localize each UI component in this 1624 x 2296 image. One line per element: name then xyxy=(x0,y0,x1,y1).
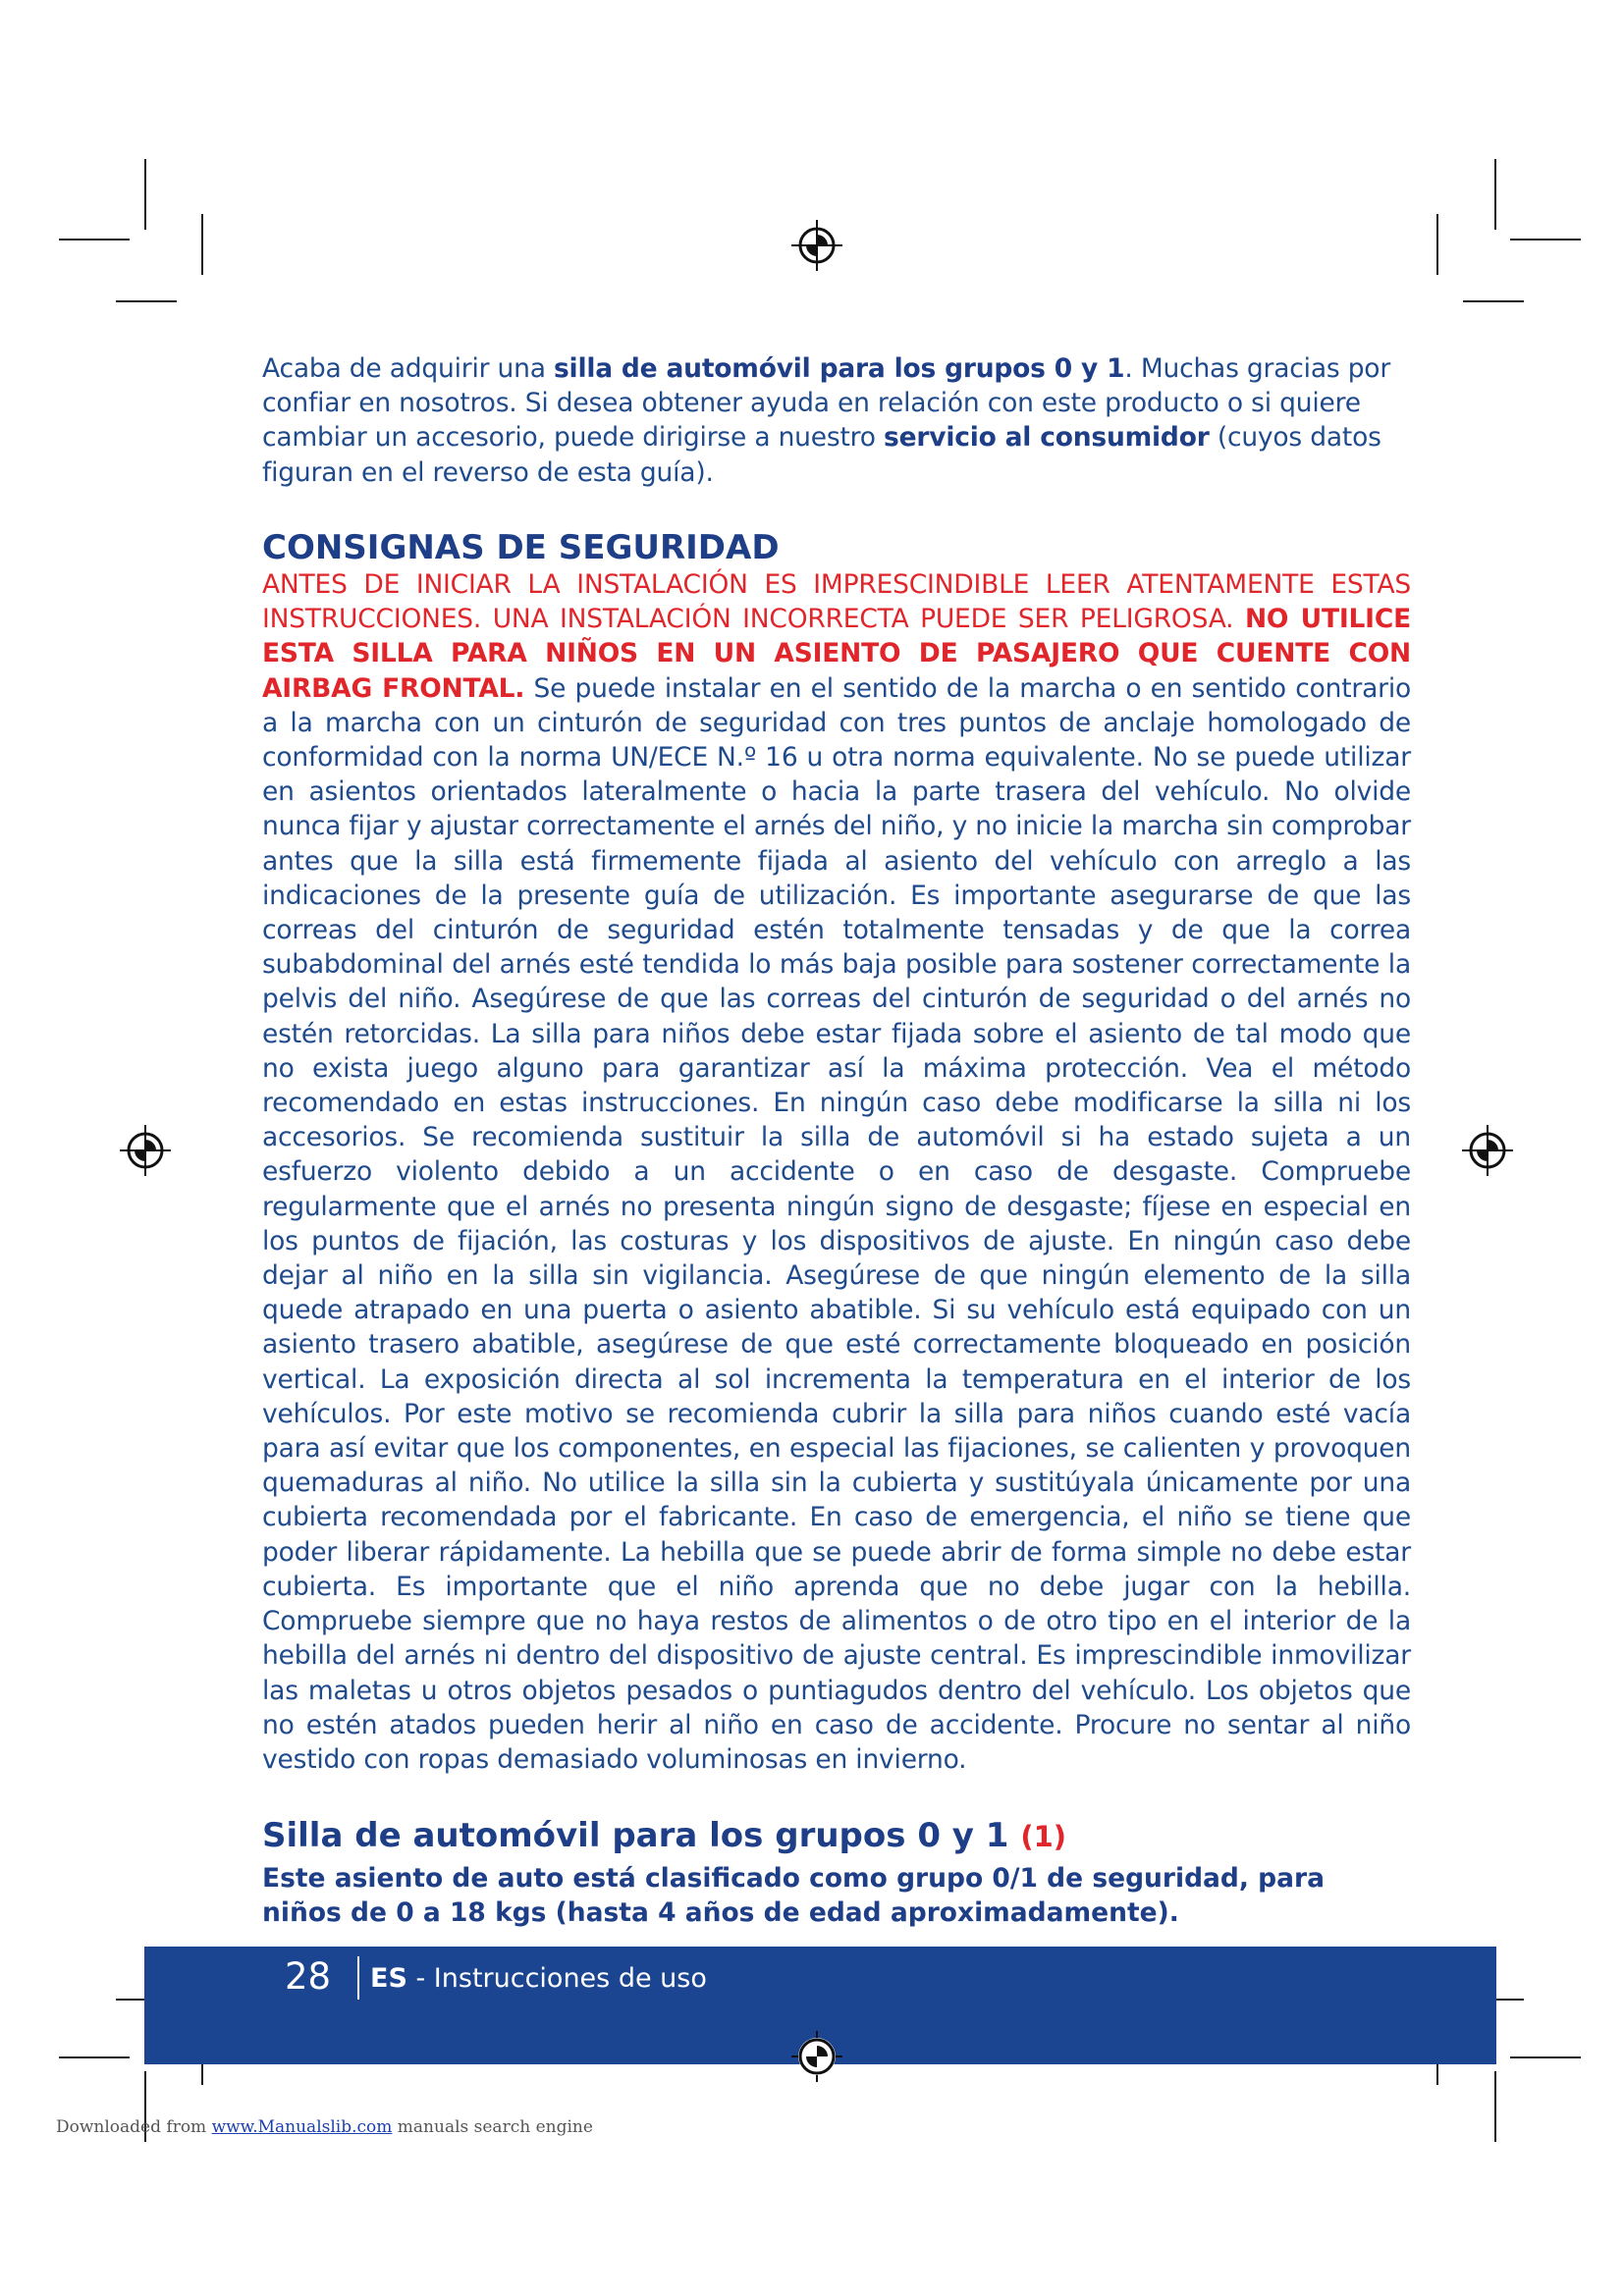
crop-mark xyxy=(1494,2071,1496,2142)
intro-text: . Muchas gracias por confiar en nosotros. Si desea obtener ayuda en relación con este producto o si quiere cambiar un accesorio, puede dirigirse a nuestro xyxy=(262,353,1391,454)
footer-divider xyxy=(357,1956,359,2000)
crop-mark xyxy=(1463,300,1524,302)
registration-mark-icon xyxy=(791,2031,842,2082)
footer-label xyxy=(370,1963,707,1994)
safety-heading: CONSIGNAS DE SEGURIDAD xyxy=(262,528,780,567)
figure-reference: (1) xyxy=(1020,1820,1066,1853)
product-name: silla de automóvil para los grupos 0 y 1 xyxy=(553,353,1125,384)
safety-paragraph xyxy=(262,567,1411,1777)
crop-mark xyxy=(1436,214,1438,275)
consumer-service: servicio al consumidor xyxy=(884,422,1210,454)
airbag-warning: NO UTILICE ESTA SILLA PARA NIÑOS EN UN ASIENTO DE PASAJERO QUE CUENTE CON AIRBAG FRONTAL. xyxy=(262,604,1411,704)
registration-mark-icon xyxy=(1462,1125,1513,1176)
crop-mark xyxy=(59,2056,130,2058)
download-prefix: Downloaded from xyxy=(56,2117,212,2137)
section-heading xyxy=(262,1816,1066,1855)
manualslib-link[interactable]: www.Manualslib.com xyxy=(211,2117,393,2137)
crop-mark xyxy=(144,159,146,230)
crop-mark xyxy=(1494,159,1496,230)
crop-mark xyxy=(201,214,203,275)
registration-mark-icon xyxy=(120,1125,171,1176)
section-subtitle: Este asiento de auto está clasificado como grupo 0/1 de seguridad, para niños de 0 a 18 kgs (hasta 4 años de edad aproximadamente). xyxy=(262,1863,1325,1928)
intro-text: (cuyos datos figuran en el reverso de esta guía). xyxy=(262,422,1381,488)
crop-mark xyxy=(59,239,130,240)
registration-mark-icon xyxy=(791,220,842,271)
section-title: Silla de automóvil para los grupos 0 y 1 xyxy=(262,1816,1021,1855)
crop-mark xyxy=(116,300,177,302)
intro-text: Acaba de adquirir una xyxy=(262,353,554,384)
download-notice xyxy=(56,2117,593,2137)
intro-paragraph xyxy=(262,351,1411,490)
footer-title: - Instrucciones de uso xyxy=(406,1963,707,1994)
page-number: 28 xyxy=(285,1955,332,1998)
safety-body: Se puede instalar en el sentido de la marcha o en sentido contrario a la marcha con un cinturón de seguridad con tres puntos de anclaje homologado de conformidad con la norma UN/ECE N.º 16 u otra norma equivalente. No se puede utilizar en asientos orientados lateralmente o hacia la parte trasera del vehículo. No olvide nunca fijar y ajustar correctamente el arnés del niño, y no inicie la marcha sin comprobar antes que la silla está firmemente fijada al asiento del vehículo con arreglo a las indicaciones de la presente guía de utilización. Es importante asegurarse de que las correas del cinturón de seguridad estén totalmente tensadas y de que la correa subabdominal del arnés esté tendida lo más baja posible para sostener correctamente la pelvis del niño. Asegúrese de que las correas del cinturón de seguridad o del arnés no estén retorcidas. La silla para niños debe estar fijada sobre el asiento de tal modo que no exista juego alguno para garantizar así la máxima protección. Vea el método recomendado en estas instrucciones. En ningún caso debe modificarse la silla ni los accesorios. Se recomienda sustituir la silla de automóvil si ha estado sujeta a un esfuerzo violento debido a un accidente o en caso de desgaste. Compruebe regularmente que el arnés no presenta ningún signo de desgaste; fíjese en especial en los puntos de fijación, las costuras y los dispositivos de ajuste. En ningún caso debe dejar al niño en la silla sin vigilancia. Asegúrese de que ningún elemento de la silla quede atrapado en una puerta o asiento abatible. Si su vehículo está equipado con un asiento trasero abatible, asegúrese de que esté correctamente bloqueado en posición vertical. La exposición directa al sol incrementa la temperatura en el interior de los vehículos. Por este motivo se recomienda cubrir la silla para niños cuando esté vacía para así evitar que los componentes, en especial las fijaciones, se calienten y provoquen quemaduras al niño. No utilice la silla sin la cubierta y sustitúyala únicamente por una cubierta recomendada por el fabricante. En caso de emergencia, el niño se tiene que poder liberar rápidamente. La hebilla que se puede abrir de forma simple no debe estar cubierta. Es importante que el niño aprenda que no debe jugar con la hebilla. Compruebe siempre que no haya restos de alimentos o de otro tipo en el interior de la hebilla del arnés ni dentro del dispositivo de ajuste central. Es imprescindible inmovilizar las maletas u otros objetos pesados o puntiagudos dentro del vehículo. Los objetos que no estén atados pueden herir al niño en caso de accidente. Procure no sentar al niño vestido con ropas demasiado voluminosas en invierno. xyxy=(262,672,1412,1775)
language-code: ES xyxy=(370,1963,407,1994)
crop-mark xyxy=(1510,2056,1581,2058)
crop-mark xyxy=(1510,239,1581,240)
safety-warning: ANTES DE INICIAR LA INSTALACIÓN ES IMPRESCINDIBLE LEER ATENTAMENTE ESTAS INSTRUCCIONES. UNA INSTALACIÓN INCORRECTA PUEDE SER PELIGROSA. xyxy=(262,569,1411,635)
download-suffix: manuals search engine xyxy=(392,2117,593,2137)
